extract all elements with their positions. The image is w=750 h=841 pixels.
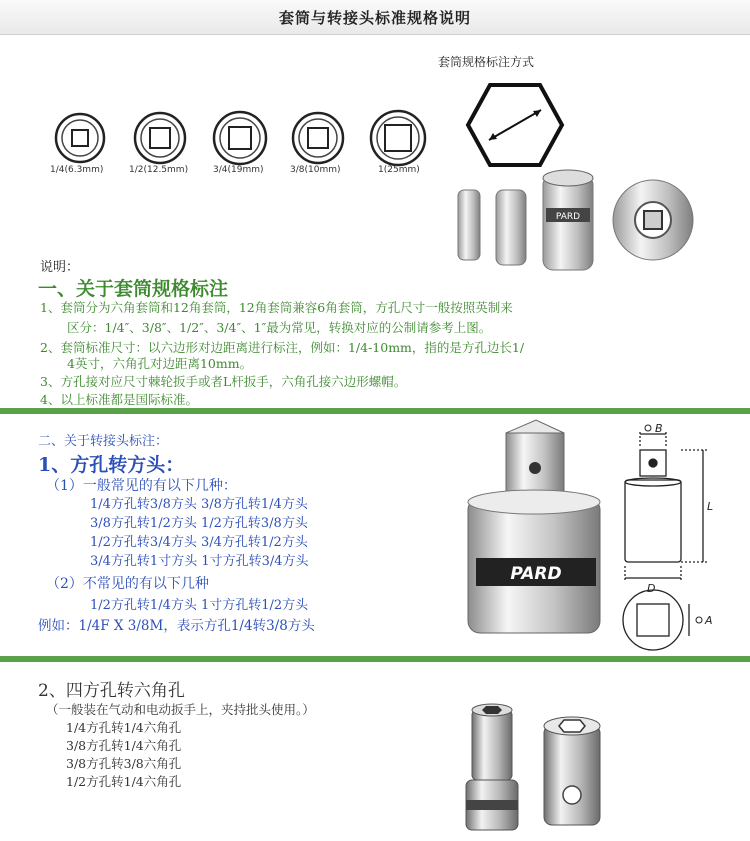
dimension-label: A bbox=[705, 614, 713, 627]
marking-label: 套筒规格标注方式 bbox=[438, 55, 535, 69]
section1-line: 区分：1/4″、3/8″、1/2″、3/4″、1″最为常见，转换对应的公制请参考上图。 bbox=[67, 320, 492, 335]
hex-adapter-illustration bbox=[452, 690, 632, 840]
intro-label: 说明： bbox=[40, 260, 80, 275]
adapter-technical-drawing bbox=[615, 420, 745, 660]
dimension-label: L bbox=[707, 500, 714, 513]
section1-line: 4英寸，六角孔对边距离10mm。 bbox=[67, 356, 253, 371]
section-divider bbox=[0, 408, 750, 414]
brand-mark: PARD bbox=[555, 212, 581, 222]
socket-label: 1(25mm) bbox=[378, 165, 420, 175]
socket-1-2-icon bbox=[135, 113, 185, 163]
rare-item: 1/2方孔转1/4方头 1寸方孔转1/2方头 bbox=[90, 598, 309, 613]
section1-line: 4、以上标准都是国际标准。 bbox=[40, 392, 198, 407]
section3-note: （一般装在气动和电动扳手上，夹持批头使用。） bbox=[46, 702, 315, 717]
socket-label: 3/4(19mm) bbox=[213, 165, 264, 175]
common-item: 1/2方孔转3/4方头 3/4方孔转1/2方头 bbox=[90, 535, 308, 550]
brand-mark: PARD bbox=[510, 564, 562, 584]
section1-line: 2、套筒标准尺寸：以六边形对边距离进行标注，例如：1/4-10mm，指的是方孔边长1/ bbox=[40, 340, 525, 355]
adapter-product-illustration bbox=[458, 418, 608, 643]
section1-line: 3、方孔接对应尺寸棘轮扳手或者L杆扳手，六角孔接六边形螺帽。 bbox=[40, 374, 407, 389]
socket-label: 1/2(12.5mm) bbox=[129, 165, 189, 175]
section1-heading: 一、关于套筒规格标注 bbox=[38, 278, 229, 300]
socket-product-illustration bbox=[448, 150, 698, 280]
section1-line: 1、套筒分为六角套筒和12角套筒，12角套筒兼容6角套筒，方孔尺寸一般按照英制来 bbox=[40, 300, 513, 315]
socket-3-4-icon bbox=[214, 112, 266, 164]
section2-sub-heading: 1、方孔转方头： bbox=[38, 454, 185, 476]
section3-heading: 2、四方孔转六角孔 bbox=[38, 681, 185, 701]
socket-label: 3/8(10mm) bbox=[290, 165, 341, 175]
section2-heading: 二、关于转接头标注： bbox=[38, 434, 169, 449]
socket-label: 1/4(6.3mm) bbox=[50, 165, 104, 175]
common-heading: （1）一般常见的有以下几种： bbox=[46, 478, 237, 494]
rare-heading: （2）不常见的有以下几种 bbox=[46, 576, 209, 592]
dimension-label: D bbox=[647, 582, 656, 595]
section3-item: 3/8方孔转1/4六角孔 bbox=[66, 738, 182, 753]
section3-item: 1/4方孔转1/4六角孔 bbox=[66, 720, 182, 735]
socket-1-icon bbox=[371, 111, 425, 165]
common-item: 3/4方孔转1寸方头 1寸方孔转3/4方头 bbox=[90, 554, 309, 569]
section3-item: 1/2方孔转1/4六角孔 bbox=[66, 774, 182, 789]
common-item: 3/8方孔转1/2方头 1/2方孔转3/8方头 bbox=[90, 516, 308, 531]
socket-1-4-icon bbox=[56, 114, 104, 162]
dimension-label: B bbox=[655, 422, 663, 435]
socket-3-8-icon bbox=[293, 113, 343, 163]
example-line: 例如：1/4F X 3/8M，表示方孔1/4转3/8方头 bbox=[38, 618, 315, 634]
page-title: 套筒与转接头标准规格说明 bbox=[278, 9, 471, 27]
section-divider bbox=[0, 656, 750, 662]
common-item: 1/4方孔转3/8方头 3/8方孔转1/4方头 bbox=[90, 497, 308, 512]
section3-item: 3/8方孔转3/8六角孔 bbox=[66, 756, 182, 771]
